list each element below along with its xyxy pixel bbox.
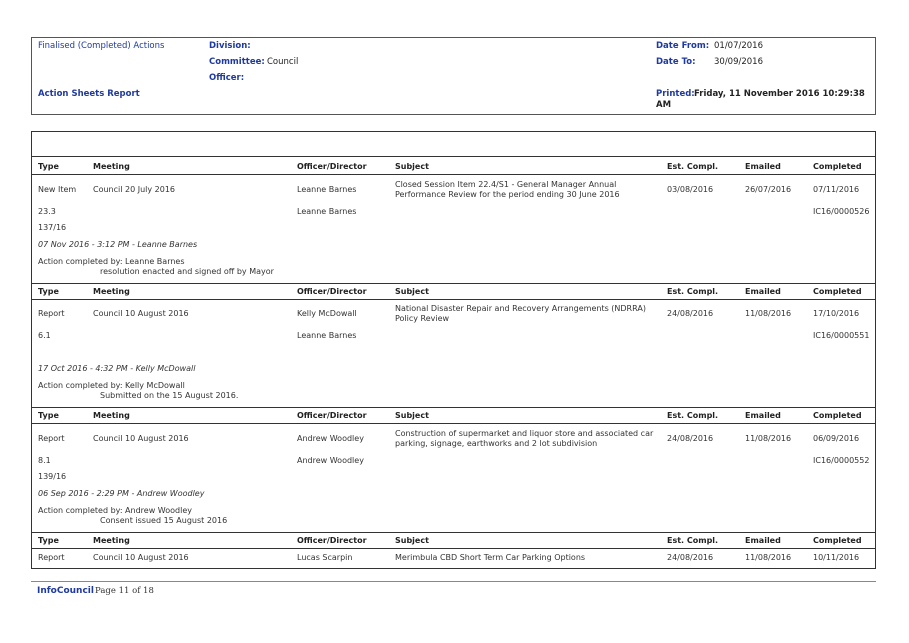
record-type: Report <box>38 309 65 318</box>
footer-divider <box>31 581 876 582</box>
col-est: Est. Compl. <box>667 536 719 545</box>
record-officer-secondary: Andrew Woodley <box>297 456 364 465</box>
record-subject: Construction of supermarket and liquor store and associated car parking, signage, earthworks and 2 lot subdivision <box>395 429 654 448</box>
printed-label: Printed: <box>656 89 695 99</box>
printed-value-cont: AM <box>656 100 672 110</box>
record-item-no: 23.3 <box>38 207 56 216</box>
record-completed: 10/11/2016 <box>813 553 860 562</box>
column-header-row <box>32 159 875 175</box>
record-resolution: 137/16 <box>38 223 67 232</box>
date-from-value: 01/07/2016 <box>714 41 763 51</box>
col-type: Type <box>38 162 59 171</box>
record-completed-by: Action completed by: Andrew Woodley <box>38 506 192 515</box>
date-to-value: 30/09/2016 <box>714 57 763 67</box>
col-meeting: Meeting <box>93 411 130 420</box>
col-meeting: Meeting <box>93 536 130 545</box>
report-type: Finalised (Completed) Actions <box>38 41 165 51</box>
record-item-no: 8.1 <box>38 456 51 465</box>
page-number: Page 11 of 18 <box>95 586 154 596</box>
record-officer: Leanne Barnes <box>297 185 357 194</box>
record-completed: 06/09/2016 <box>813 434 860 443</box>
col-officer: Officer/Director <box>297 411 367 420</box>
record-meeting: Council 10 August 2016 <box>93 309 189 318</box>
col-subject: Subject <box>395 536 429 545</box>
col-completed: Completed <box>813 162 862 171</box>
committee-label: Committee: <box>209 57 265 67</box>
column-header-row <box>32 532 875 549</box>
record-emailed: 26/07/2016 <box>745 185 792 194</box>
record-note-stamp: 07 Nov 2016 - 3:12 PM - Leanne Barnes <box>38 240 198 249</box>
record-completed-note: resolution enacted and signed off by Mayor <box>100 267 274 276</box>
record-officer-secondary: Leanne Barnes <box>297 331 357 340</box>
col-meeting: Meeting <box>93 287 130 296</box>
col-officer: Officer/Director <box>297 162 367 171</box>
record-officer: Kelly McDowall <box>297 309 357 318</box>
col-type: Type <box>38 287 59 296</box>
col-meeting: Meeting <box>93 162 130 171</box>
col-emailed: Emailed <box>745 162 781 171</box>
report-name: Action Sheets Report <box>38 89 140 99</box>
col-type: Type <box>38 411 59 420</box>
record-ref: IC16/0000526 <box>813 207 870 216</box>
record-completed: 17/10/2016 <box>813 309 860 318</box>
record-emailed: 11/08/2016 <box>745 434 792 443</box>
col-officer: Officer/Director <box>297 287 367 296</box>
record-est: 24/08/2016 <box>667 434 714 443</box>
col-officer: Officer/Director <box>297 536 367 545</box>
record-emailed: 11/08/2016 <box>745 309 792 318</box>
col-est: Est. Compl. <box>667 411 719 420</box>
printed-value: Friday, 11 November 2016 10:29:38 <box>694 89 865 99</box>
record-completed-by: Action completed by: Kelly McDowall <box>38 381 185 390</box>
record-note-stamp: 06 Sep 2016 - 2:29 PM - Andrew Woodley <box>38 489 205 498</box>
record-est: 03/08/2016 <box>667 185 714 194</box>
column-header-row <box>32 407 875 424</box>
col-est: Est. Compl. <box>667 287 719 296</box>
record-type: New Item <box>38 185 77 194</box>
record-est: 24/08/2016 <box>667 553 714 562</box>
col-emailed: Emailed <box>745 536 781 545</box>
col-completed: Completed <box>813 536 862 545</box>
record-officer-secondary: Leanne Barnes <box>297 207 357 216</box>
division-label: Division: <box>209 41 251 51</box>
date-to-label: Date To: <box>656 57 696 67</box>
actions-table <box>31 131 876 569</box>
record-meeting: Council 20 July 2016 <box>93 185 176 194</box>
record-resolution: 139/16 <box>38 472 67 481</box>
committee-value: Council <box>267 57 299 67</box>
record-emailed: 11/08/2016 <box>745 553 792 562</box>
record-meeting: Council 10 August 2016 <box>93 434 189 443</box>
infocouncil-logo: InfoCouncil <box>37 586 94 596</box>
record-ref: IC16/0000552 <box>813 456 870 465</box>
record-officer: Lucas Scarpin <box>297 553 353 562</box>
col-subject: Subject <box>395 162 429 171</box>
col-emailed: Emailed <box>745 411 781 420</box>
record-subject: Closed Session Item 22.4/S1 - General Manager Annual Performance Review for the period ending 30 June 2016 <box>395 180 620 199</box>
col-subject: Subject <box>395 411 429 420</box>
record-completed-by: Action completed by: Leanne Barnes <box>38 257 185 266</box>
record-subject: National Disaster Repair and Recovery Arrangements (NDRRA) Policy Review <box>395 304 646 323</box>
record-type: Report <box>38 434 65 443</box>
officer-label: Officer: <box>209 73 245 83</box>
record-subject: Merimbula CBD Short Term Car Parking Options <box>395 553 586 562</box>
col-subject: Subject <box>395 287 429 296</box>
col-completed: Completed <box>813 287 862 296</box>
record-officer: Andrew Woodley <box>297 434 364 443</box>
record-completed-note: Consent issued 15 August 2016 <box>100 516 228 525</box>
record-note-stamp: 17 Oct 2016 - 4:32 PM - Kelly McDowall <box>38 364 196 373</box>
col-est: Est. Compl. <box>667 162 719 171</box>
record-ref: IC16/0000551 <box>813 331 870 340</box>
record-completed: 07/11/2016 <box>813 185 860 194</box>
col-type: Type <box>38 536 59 545</box>
record-est: 24/08/2016 <box>667 309 714 318</box>
report-header <box>31 37 876 115</box>
table-top-band <box>32 132 875 157</box>
date-from-label: Date From: <box>656 41 710 51</box>
record-item-no: 6.1 <box>38 331 51 340</box>
column-header-row <box>32 283 875 300</box>
col-completed: Completed <box>813 411 862 420</box>
col-emailed: Emailed <box>745 287 781 296</box>
record-type: Report <box>38 553 65 562</box>
record-completed-note: Submitted on the 15 August 2016. <box>100 391 239 400</box>
record-meeting: Council 10 August 2016 <box>93 553 189 562</box>
